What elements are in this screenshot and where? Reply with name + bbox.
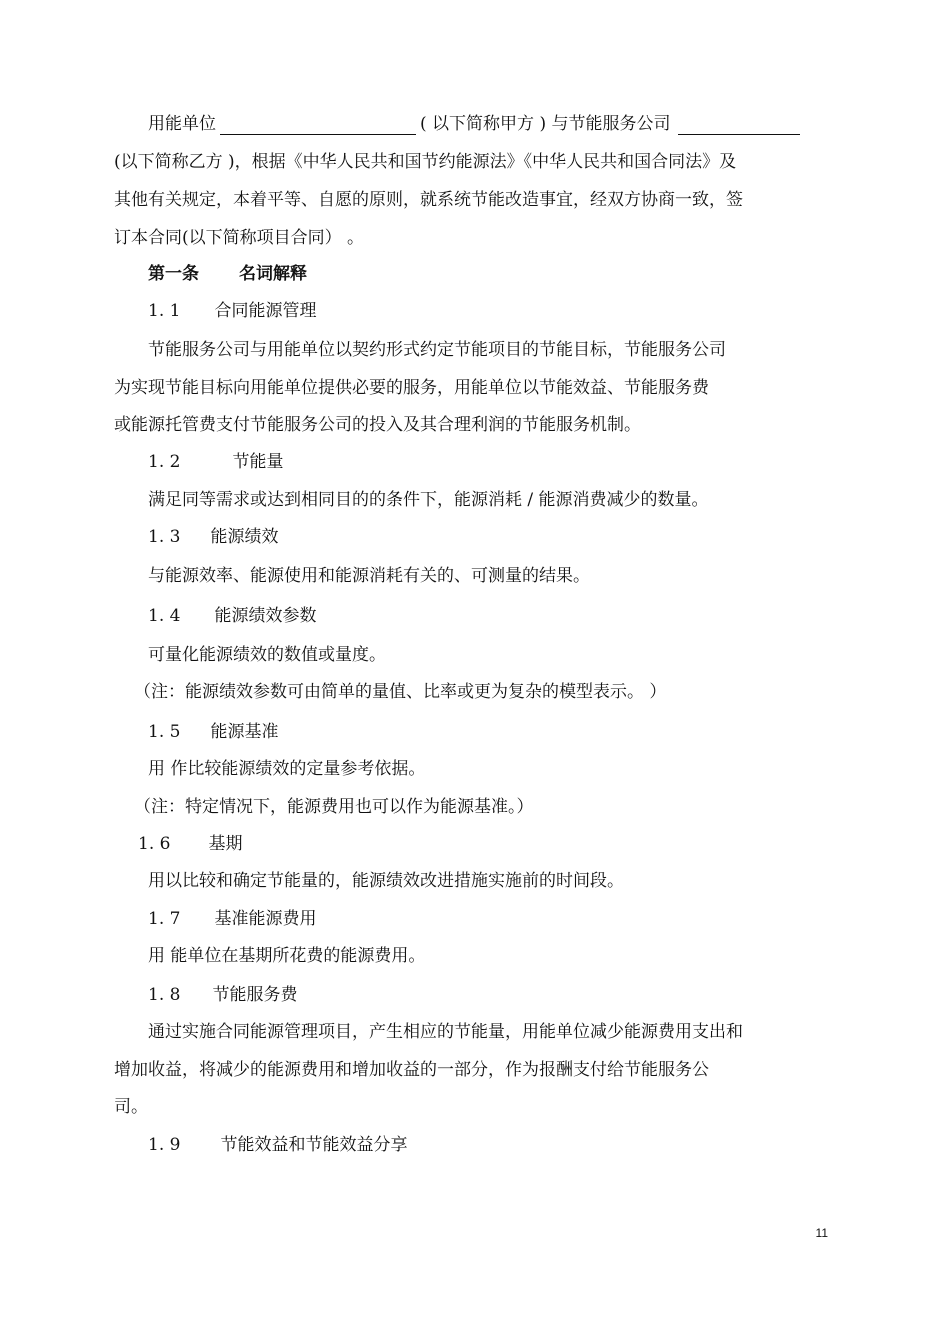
item-1-1-text-2: 为实现节能目标向用能单位提供必要的服务，用能单位以节能效益、节能服务费 xyxy=(114,378,709,398)
party-a-blank xyxy=(220,114,416,135)
item-title: 能源基准 xyxy=(210,722,279,742)
intro-party-b-label: ( 以下简称甲方 ) 与节能服务公司 xyxy=(420,114,671,134)
item-title: 基准能源费用 xyxy=(214,909,317,929)
item-1-1-text-3: 或能源托管费支付节能服务公司的投入及其合理利润的节能服务机制。 xyxy=(114,415,641,435)
party-b-blank xyxy=(678,114,800,135)
item-1-7-heading xyxy=(148,907,316,931)
item-1-5-text-1: 用 作比较能源绩效的定量参考依据。 xyxy=(148,759,426,779)
item-number: 1. 5 xyxy=(148,722,181,742)
item-1-3-heading xyxy=(148,525,278,549)
item-number: 1. 1 xyxy=(148,301,181,321)
page-number: 11 xyxy=(815,1226,828,1240)
item-1-8-heading xyxy=(148,983,297,1007)
item-title: 能源绩效参数 xyxy=(214,606,317,626)
intro-line-2: (以下简称乙方 )，根据《中华人民共和国节约能源法》《中华人民共和国合同法》及 xyxy=(114,152,737,172)
item-1-8-text-1: 通过实施合同能源管理项目，产生相应的节能量，用能单位减少能源费用支出和 xyxy=(148,1022,743,1042)
item-1-2-text-1: 满足同等需求或达到相同目的的条件下，能源消耗 / 能源消费减少的数量。 xyxy=(148,490,709,510)
item-title: 节能效益和节能效益分享 xyxy=(220,1135,408,1155)
intro-line-4: 订本合同(以下简称项目合同） 。 xyxy=(114,228,365,248)
item-number: 1. 7 xyxy=(148,909,181,929)
article-number: 第一条 xyxy=(148,264,199,284)
item-1-1-heading xyxy=(148,299,316,323)
article-title: 名词解释 xyxy=(239,264,307,284)
item-1-4-note: （注：能源绩效参数可由简单的量值、比率或更为复杂的模型表示。 ） xyxy=(134,682,667,702)
item-1-6-text-1: 用以比较和确定节能量的，能源绩效改进措施实施前的时间段。 xyxy=(148,871,624,891)
item-1-7-text-1: 用 能单位在基期所花费的能源费用。 xyxy=(148,946,426,966)
item-number: 1. 8 xyxy=(148,985,181,1005)
item-1-8-text-3: 司。 xyxy=(114,1097,148,1117)
item-1-5-heading xyxy=(148,720,278,744)
intro-line-3: 其他有关规定，本着平等、自愿的原则，就系统节能改造事宜，经双方协商一致，签 xyxy=(114,190,743,210)
item-1-1-text-1: 节能服务公司与用能单位以契约形式约定节能项目的节能目标，节能服务公司 xyxy=(148,340,726,360)
item-1-8-text-2: 增加收益，将减少的能源费用和增加收益的一部分，作为报酬支付给节能服务公 xyxy=(114,1060,709,1080)
item-number: 1. 3 xyxy=(148,527,181,547)
item-number: 1. 9 xyxy=(148,1135,181,1155)
item-title: 节能服务费 xyxy=(212,985,298,1005)
item-number: 1. 4 xyxy=(148,606,181,626)
intro-line-1 xyxy=(148,112,800,136)
item-1-5-note: （注：特定情况下，能源费用也可以作为能源基准。） xyxy=(134,797,534,817)
item-number: 1. 6 xyxy=(138,834,171,854)
item-1-4-text-1: 可量化能源绩效的数值或量度。 xyxy=(148,645,386,665)
item-title: 能源绩效 xyxy=(210,527,279,547)
item-number: 1. 2 xyxy=(148,452,181,472)
item-1-6-heading xyxy=(138,832,242,856)
item-1-2-heading xyxy=(148,450,283,474)
item-1-3-text-1: 与能源效率、能源使用和能源消耗有关的、可测量的结果。 xyxy=(148,566,590,586)
item-title: 合同能源管理 xyxy=(214,301,317,321)
item-title: 节能量 xyxy=(232,452,284,472)
item-1-9-heading xyxy=(148,1133,407,1157)
item-1-4-heading xyxy=(148,604,316,628)
intro-party-a-label: 用能单位 xyxy=(148,114,216,134)
article-heading xyxy=(148,262,307,286)
item-title: 基期 xyxy=(208,834,243,854)
